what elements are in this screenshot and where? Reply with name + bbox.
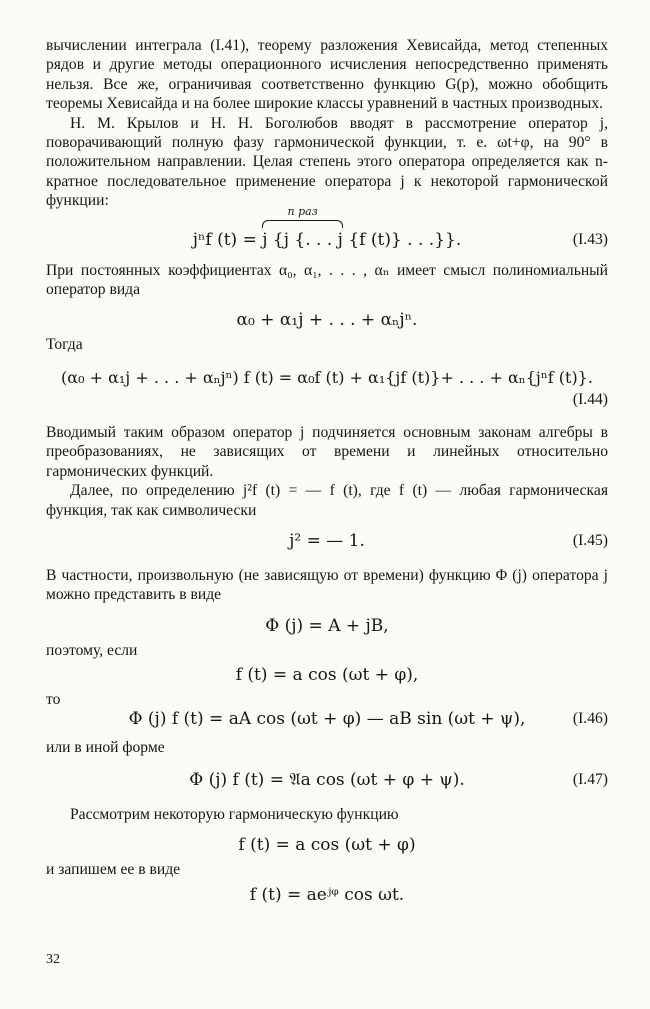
equation-ft3 (46, 880, 608, 910)
paragraph-12: и запишем ее в виде (46, 861, 181, 879)
paragraph-3: При постоянных коэффициентах α₀, α₁, . . . , αₙ имеет смысл полиномиальный оператор вида (46, 261, 608, 299)
equation-ft2-formula: f (t) = a cos (ωt + φ) (238, 835, 416, 856)
equation-I44 (46, 363, 608, 409)
equation-I47-number: (I.47) (572, 770, 608, 788)
paragraph-2: Н. М. Крылов и Н. Н. Боголюбов вводят в рассмотрение оператор j, поворачивающий полную фазу гармонической функции, т. е. ωt+φ, на 90° в положительном направлении. Целая степень этого оператора определяется как n-кратное последовательное применение оператора j к некоторой гармонической функции: (46, 114, 608, 210)
equation-I43-formula (46, 204, 608, 255)
equation-I43-number: (I.43) (572, 230, 608, 248)
equation-I44-formula: (α₀ + α₁j + . . . + αₙjⁿ) f (t) = α₀f (t) + α₁{jf (t)}+ . . . + αₙ{jⁿf (t)}. (61, 367, 593, 387)
paragraph-11: Рассмотрим некоторую гармоническую функцию (70, 805, 399, 823)
paragraph-5: Вводимый таким образом оператор j подчиняется основным законам алгебры в преобразованиях, не зависящих от времени и линейных относительно гармонических функций. (46, 423, 608, 480)
equation-I45-number: (I.45) (572, 531, 608, 549)
paragraph-10: или в иной форме (46, 738, 165, 756)
equation-I43-label: n раз (287, 204, 318, 218)
equation-phi-formula: Φ (j) = A + jB, (265, 615, 389, 636)
paragraph-8: поэтому, если (46, 641, 138, 659)
overbrace-line (262, 220, 343, 228)
equation-I43-lhs: jⁿf (t) = (192, 229, 263, 250)
page-body (46, 36, 608, 910)
paragraph-1: вычислении интеграла (I.41), теорему разложения Хевисайда, метод степенных рядов и другие методы операционного исчисления непосредственно применять нельзя. Все же, ограничивая соответственно функцию G(p), можно обобщить теоремы Хевисайда и на более широкие классы уравнений в частных производных. (46, 37, 608, 113)
equation-I44-number: (I.44) (572, 390, 608, 408)
paragraph-7: В частности, произвольную (не зависящую от времени) функцию Φ (j) оператора j можно представить в виде (46, 566, 608, 604)
equation-I45-formula: j² = — 1. (289, 530, 365, 551)
paragraph-9: то (46, 691, 61, 709)
equation-I43 (46, 204, 608, 255)
paragraph-6: Далее, по определению j²f (t) = — f (t), где f (t) — любая гармоническая функция, так как символически (46, 482, 608, 519)
equation-I43-overbrace (262, 204, 343, 255)
equation-I45 (46, 526, 608, 556)
equation-I46-number: (I.46) (572, 709, 608, 727)
paragraph-4: Тогда (46, 336, 83, 354)
equation-I46-formula: Φ (j) f (t) = aA cos (ωt + φ) — aB sin (ωt + ψ), (128, 708, 526, 729)
equation-I47-formula: Φ (j) f (t) = 𝔄a cos (ωt + φ + ψ). (189, 769, 465, 790)
equation-I46 (46, 704, 608, 734)
equation-poly (46, 305, 608, 335)
page-number: 32 (46, 952, 60, 967)
equation-ft3-formula: f (t) = aeʲᵠ cos ωt. (249, 884, 405, 905)
equation-poly-formula: α₀ + α₁j + . . . + αₙjⁿ. (236, 310, 418, 331)
equation-ft-formula: f (t) = a cos (ωt + φ), (235, 665, 419, 686)
equation-phi (46, 611, 608, 641)
equation-I47 (46, 765, 608, 795)
equation-I43-brace-text: j {j {. . . j (262, 229, 343, 250)
equation-ft (46, 660, 608, 690)
equation-ft2 (46, 830, 608, 860)
equation-I43-rhs: {f (t)} . . .}}. (342, 229, 462, 250)
